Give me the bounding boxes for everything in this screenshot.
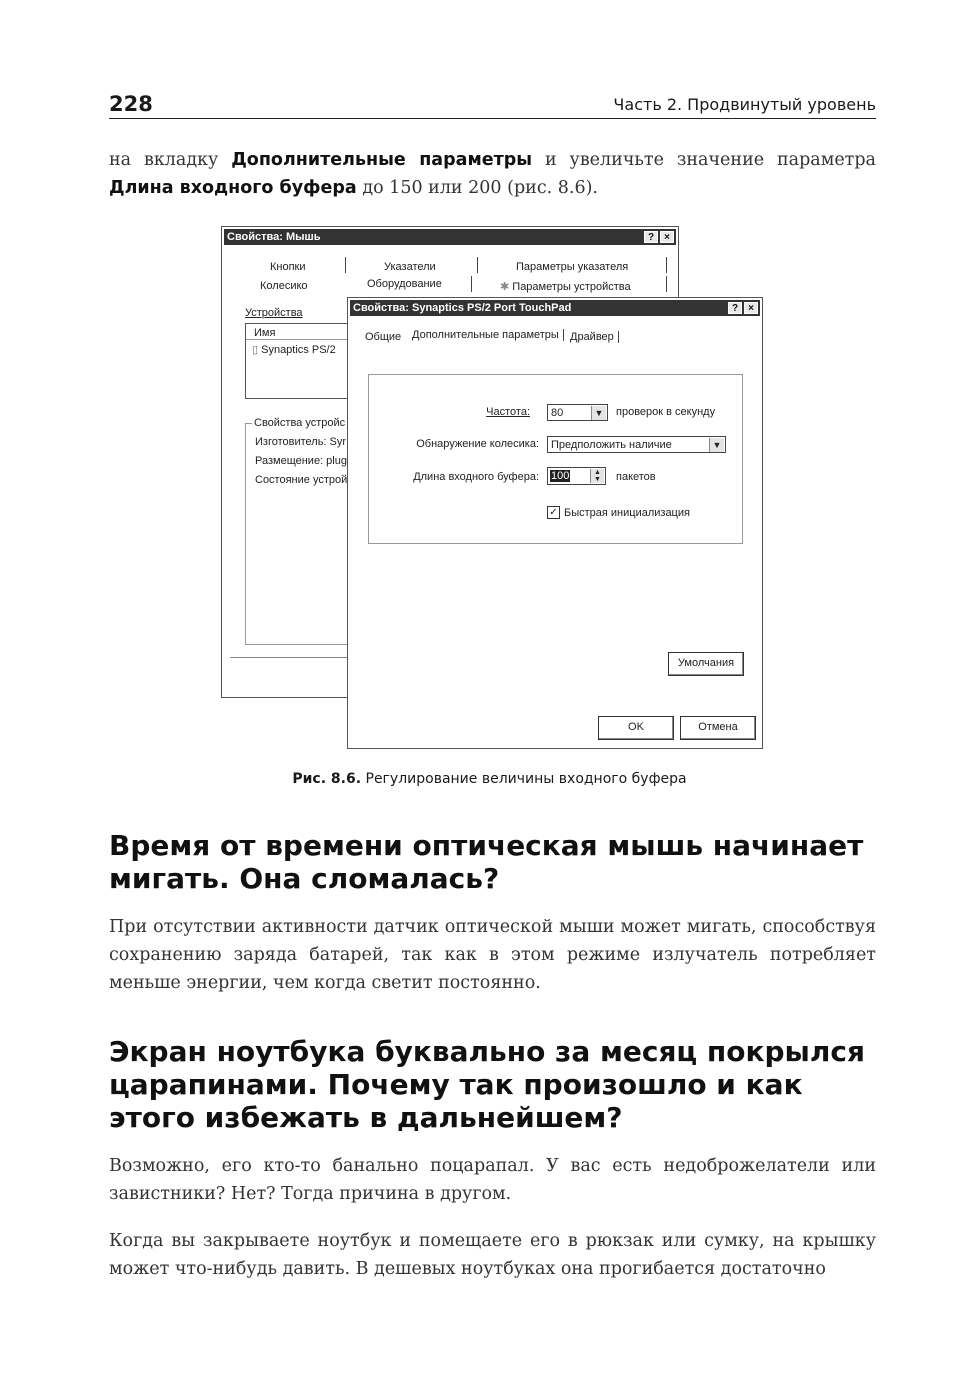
fast-init-checkbox[interactable]: ✓ bbox=[547, 506, 560, 519]
input-buffer-unit: пакетов bbox=[616, 471, 656, 483]
list-item[interactable] bbox=[252, 343, 336, 356]
intro-text-3: до 150 или 200 (рис. 8.6). bbox=[356, 178, 598, 198]
figure-caption-label: Рис. 8.6. bbox=[292, 771, 362, 787]
tab-pointers[interactable]: Указатели bbox=[384, 261, 436, 273]
status-text: Состояние устрой bbox=[255, 474, 348, 486]
mouse-properties-title: Свойства: Мышь bbox=[227, 231, 321, 243]
tab-pointer-options[interactable]: Параметры указателя bbox=[516, 261, 629, 273]
figure-caption bbox=[0, 771, 979, 787]
intro-bold-tab-name: Дополнительные параметры bbox=[231, 150, 533, 170]
wheel-detection-label: Обнаружение колесика: bbox=[416, 438, 539, 450]
tab-buttons[interactable]: Кнопки bbox=[270, 261, 306, 273]
list-item-label: Synaptics PS/2 bbox=[261, 344, 336, 356]
location-text: Размещение: plug bbox=[255, 455, 347, 467]
tab-general[interactable]: Общие bbox=[365, 331, 402, 343]
input-buffer-value: 100 bbox=[551, 470, 570, 482]
section-paragraph-mouse-blinking: При отсутствии активности датчик оптической мыши может мигать, способствуя сохранению заряда батарей, так как в этом режиме излучатель потребляет меньше энергии, чем когда светит постоянно. bbox=[109, 917, 876, 993]
tab-advanced-settings[interactable]: Дополнительные параметры bbox=[412, 329, 564, 341]
mouse-properties-titlebar bbox=[224, 229, 676, 245]
input-buffer-label: Длина входного буфера: bbox=[413, 471, 539, 483]
device-properties-group-label: Свойства устройс bbox=[254, 417, 346, 429]
close-icon[interactable]: × bbox=[660, 231, 674, 243]
intro-paragraph bbox=[109, 146, 876, 202]
close-icon[interactable]: × bbox=[744, 302, 758, 314]
help-icon[interactable]: ? bbox=[728, 302, 742, 314]
wheel-detection-value: Предположить наличие bbox=[551, 439, 672, 451]
tab-separator bbox=[666, 276, 667, 292]
section-heading-laptop-screen-scratches: Экран ноутбука буквально за месяц покрылся царапинами. Почему так произошло и как этого избежать в дальнейшем? bbox=[109, 1035, 865, 1134]
touchpad-properties-titlebar bbox=[350, 300, 760, 316]
list-header-rule bbox=[246, 339, 351, 340]
fast-init-label: Быстрая инициализация bbox=[564, 507, 690, 519]
list-header-name[interactable]: Имя bbox=[254, 327, 276, 339]
cancel-button[interactable]: Отмена bbox=[680, 716, 756, 740]
ok-button[interactable]: OK bbox=[598, 716, 674, 740]
figure-caption-text: Регулирование величины входного буфера bbox=[361, 771, 687, 787]
defaults-button[interactable]: Умолчания bbox=[668, 652, 744, 676]
input-buffer-spinner[interactable] bbox=[547, 467, 606, 485]
wheel-detection-select[interactable] bbox=[547, 436, 726, 453]
header-rule bbox=[109, 118, 876, 119]
page-number: 228 bbox=[109, 92, 153, 116]
devices-label: Устройства bbox=[245, 307, 303, 319]
frequency-unit: проверок в секунду bbox=[616, 406, 716, 418]
spinner-arrows-icon[interactable]: ▲ ▼ bbox=[590, 469, 604, 483]
tab-device-settings-label: Параметры устройства bbox=[512, 281, 631, 293]
chevron-down-icon: ▼ bbox=[591, 406, 606, 420]
touchpad-properties-dialog bbox=[347, 297, 763, 749]
chevron-down-icon: ▼ bbox=[709, 438, 724, 452]
frequency-value: 80 bbox=[551, 407, 564, 419]
tab-driver[interactable]: Драйвер bbox=[570, 331, 619, 343]
frequency-label: Частота: bbox=[486, 406, 530, 418]
section-paragraph-laptop-2: Когда вы закрываете ноутбук и помещаете его в рюкзак или сумку, на крышку может что-нибудь давить. В дешевых ноутбуках она прогибается достаточно bbox=[109, 1231, 876, 1279]
manufacturer-text: Изготовитель: Syr bbox=[255, 436, 347, 448]
device-settings-icon: ✱ bbox=[500, 281, 513, 293]
tab-wheel[interactable]: Колесико bbox=[260, 280, 308, 292]
intro-text-2: и увеличьте значение параметра bbox=[532, 150, 876, 170]
section-paragraph-laptop-1: Возможно, его кто-то банально поцарапал. У вас есть недоброжелатели или завистники? Нет? Тогда причина в другом. bbox=[109, 1156, 876, 1204]
back-dialog-divider bbox=[230, 657, 352, 658]
tab-separator bbox=[477, 257, 478, 273]
tab-separator bbox=[666, 257, 667, 273]
mouse-device-icon: ▯ bbox=[252, 344, 262, 356]
frequency-select[interactable] bbox=[547, 404, 608, 421]
running-title: Часть 2. Продвинутый уровень bbox=[613, 95, 876, 114]
tab-hardware[interactable]: Оборудование bbox=[367, 278, 442, 290]
help-icon[interactable]: ? bbox=[644, 231, 658, 243]
devices-list[interactable] bbox=[245, 323, 352, 399]
tab-device-settings[interactable] bbox=[500, 280, 631, 293]
section-heading-mouse-blinking: Время от времени оптическая мышь начинает мигать. Она сломалась? bbox=[109, 829, 864, 895]
tab-separator bbox=[345, 257, 346, 273]
intro-bold-param-name: Длина входного буфера bbox=[109, 178, 357, 198]
intro-text-1: на вкладку bbox=[109, 150, 232, 170]
tab-separator bbox=[471, 276, 472, 292]
touchpad-properties-title: Свойства: Synaptics PS/2 Port TouchPad bbox=[353, 302, 572, 314]
